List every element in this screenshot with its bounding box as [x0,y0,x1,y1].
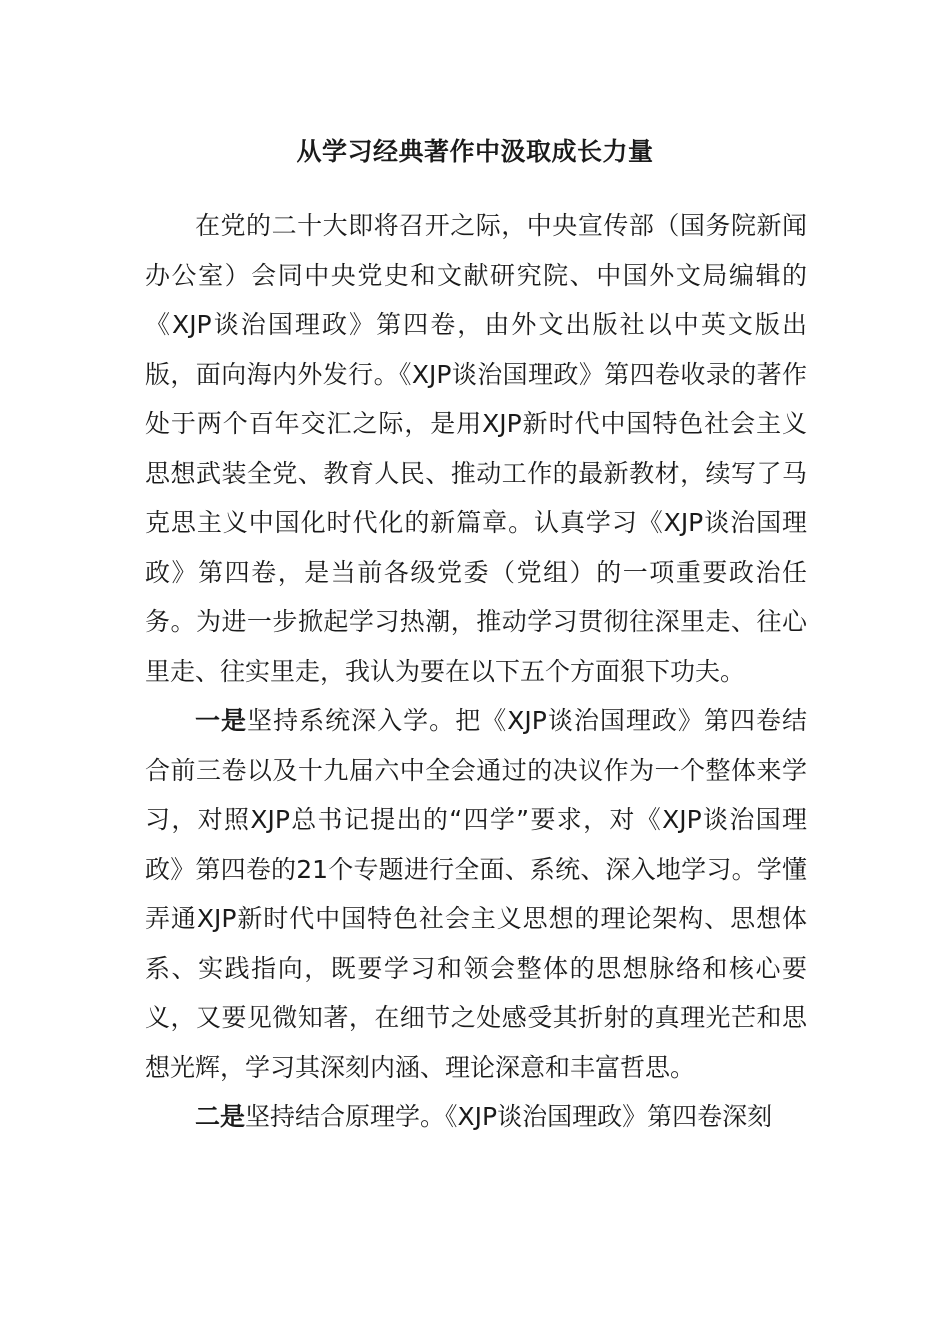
paragraph-lead: 二是 [195,1102,246,1131]
document-title: 从学习经典著作中汲取成长力量 [296,137,654,166]
paragraph-text: 坚持系统深入学。把《XJP谈治国理政》第四卷结合前三卷以及十九届六中全会通过的决议作为一个整体来学习，对照XJP总书记提出的“四学”要求，对《XJP谈治国理政》第四卷的21个专题进行全面、系统、深入地学习。学懂弄通XJP新时代中国特色社会主义思想的理论架构、思想体系、实践指向，既要学习和领会整体的思想脉络和核心要义，又要见微知著，在细节之处感受其折射的真理光芒和思想光辉，学习其深刻内涵、理论深意和丰富哲思。 [145,706,807,1082]
paragraph-point-two [145,1092,807,1142]
paragraph-intro [145,201,807,696]
paragraph-point-one [145,696,807,1092]
paragraph-text: 在党的二十大即将召开之际，中央宣传部（国务院新闻办公室）会同中央党史和文献研究院、中国外文局编辑的《XJP谈治国理政》第四卷，由外文出版社以中英文版出版，面向海内外发行。《XJP谈治国理政》第四卷收录的著作处于两个百年交汇之际，是用XJP新时代中国特色社会主义思想武装全党、教育人民、推动工作的最新教材，续写了马克思主义中国化时代化的新篇章。认真学习《XJP谈治国理政》第四卷，是当前各级党委（党组）的一项重要政治任务。为进一步掀起学习热潮，推动学习贯彻往深里走、往心里走、往实里走，我认为要在以下五个方面狠下功夫。 [145,211,807,686]
paragraph-lead: 一是 [195,706,248,735]
paragraph-text: 坚持结合原理学。《XJP谈治国理政》第四卷深刻 [245,1102,773,1131]
document-body [145,201,807,1142]
